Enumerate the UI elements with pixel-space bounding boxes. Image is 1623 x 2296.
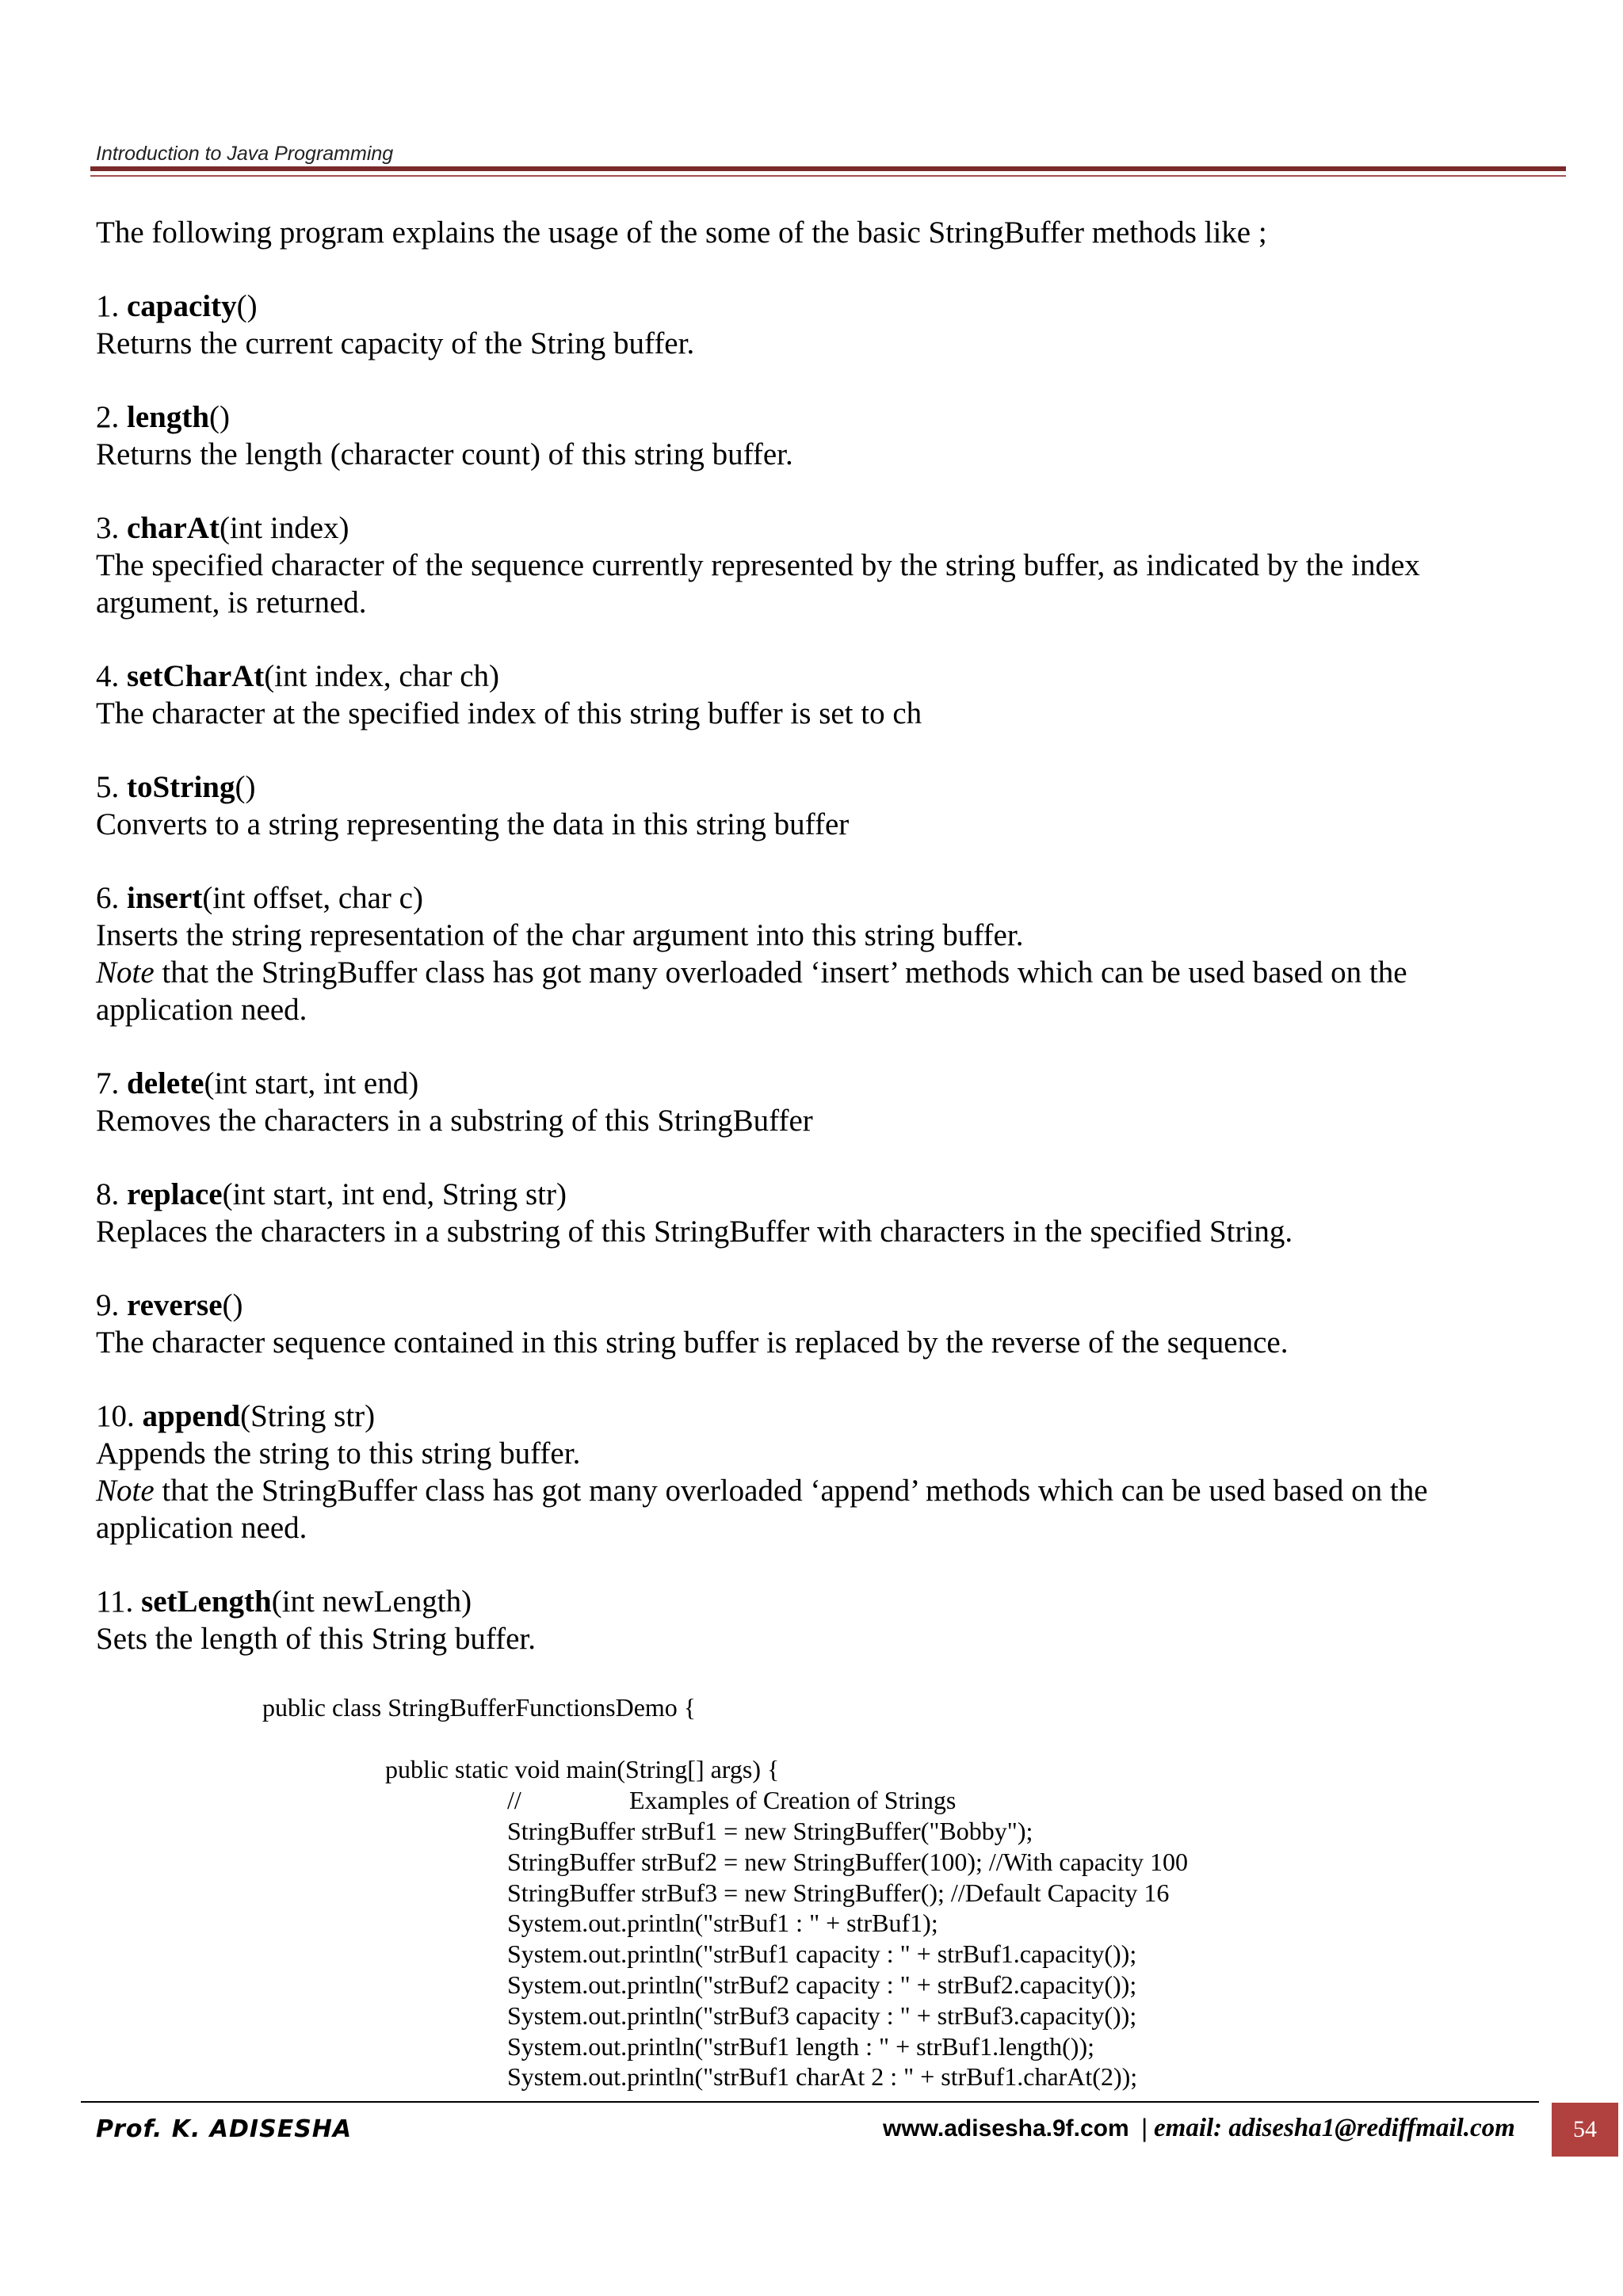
method-item [96,1287,1507,1361]
method-heading [96,399,1507,436]
method-item [96,1176,1507,1250]
footer-rule [81,2101,1539,2103]
method-args: (String str) [240,1399,376,1433]
method-heading [96,769,1507,806]
method-heading [96,1583,1507,1620]
method-number: 1. [96,289,120,323]
method-name: append [142,1399,241,1433]
method-args: (int newLength) [271,1585,472,1619]
method-item [96,1065,1507,1139]
method-item [96,658,1507,732]
method-args: () [235,770,256,804]
method-description: The character sequence contained in this string buffer is replaced by the reverse of the sequence. [96,1325,1289,1360]
method-number: 3. [96,511,120,545]
method-description: The specified character of the sequence currently represented by the string buffer, as indicated by the index argument, is returned. [96,548,1420,620]
method-item [96,769,1507,843]
footer-email: email: adisesha1@rediffmail.com [1154,2114,1515,2142]
method-heading [96,658,1507,695]
method-name: delete [127,1066,204,1100]
footer-author: Prof. K. ADISESHA [96,2115,353,2143]
intro-paragraph: The following program explains the usage of the some of the basic StringBuffer methods like ; [96,215,1267,250]
method-heading [96,879,1507,917]
code-line: System.out.println("strBuf1 length : " + strBuf1.length()); [507,2031,1094,2061]
method-name: insert [127,881,203,915]
page-number: 54 [1573,2116,1597,2142]
note-text: that the StringBuffer class has got many overloaded ‘append’ methods which can be used based on the application need. [96,1474,1428,1545]
method-heading [96,1176,1507,1213]
footer-separator: | [1141,2114,1148,2142]
method-heading [96,1287,1507,1324]
method-number: 7. [96,1066,120,1100]
method-description: Sets the length of this String buffer. [96,1622,536,1656]
method-args: (int start, int end, String str) [222,1177,567,1211]
method-item [96,1398,1507,1547]
header-rule [90,166,1566,171]
code-line: StringBuffer strBuf1 = new StringBuffer("Bobby"); [507,1817,1033,1845]
method-item [96,1583,1507,1657]
method-heading [96,509,1507,547]
method-description: Returns the length (character count) of this string buffer. [96,437,793,471]
method-number: 5. [96,770,120,804]
code-comment-slash: // [507,1786,521,1814]
code-line: StringBuffer strBuf2 = new StringBuffer(100); //With capacity 100 [507,1847,1188,1876]
method-number: 6. [96,881,120,915]
note-text: that the StringBuffer class has got many overloaded ‘insert’ methods which can be used based on the application need. [96,955,1407,1027]
method-args: () [222,1288,243,1322]
method-name: replace [127,1177,223,1211]
method-note [96,1472,1507,1547]
document-body [96,214,1507,1694]
method-name: setCharAt [127,659,265,693]
method-args: () [236,289,258,323]
method-note [96,954,1507,1028]
method-description: Converts to a string representing the data in this string buffer [96,807,850,841]
method-name: toString [127,770,235,804]
code-line: System.out.println("strBuf1 : " + strBuf1); [507,1909,938,1938]
code-line: StringBuffer strBuf3 = new StringBuffer(); //Default Capacity 16 [507,1878,1170,1907]
method-heading [96,1065,1507,1102]
code-main-declaration: public static void main(String[] args) { [385,1755,780,1783]
method-description: Returns the current capacity of the String buffer. [96,326,695,360]
method-description: Removes the characters in a substring of this StringBuffer [96,1104,813,1138]
method-name: length [127,400,210,434]
method-item [96,509,1507,621]
method-description: The character at the specified index of this string buffer is set to ch [96,696,922,730]
method-number: 8. [96,1177,120,1211]
code-line: System.out.println("strBuf1 charAt 2 : " + strBuf1.charAt(2)); [507,2062,1138,2092]
code-line: System.out.println("strBuf1 capacity : " + strBuf1.capacity()); [507,1939,1137,1969]
method-args: (int offset, char c) [202,881,423,915]
method-item [96,288,1507,362]
method-args: (int start, int end) [204,1066,419,1100]
header-rule-thin [90,175,1566,177]
method-args: (int index) [219,511,349,545]
method-number: 2. [96,400,120,434]
code-line: System.out.println("strBuf2 capacity : " + strBuf2.capacity()); [507,1970,1137,1999]
method-name: setLength [141,1585,272,1619]
code-line: System.out.println("strBuf3 capacity : " + strBuf3.capacity()); [507,2000,1137,2030]
method-args: () [209,400,230,434]
method-number: 4. [96,659,120,693]
method-number: 9. [96,1288,120,1322]
footer-website: www.adisesha.9f.com [883,2115,1129,2142]
note-label: Note [96,955,155,990]
method-description: Inserts the string representation of the char argument into this string buffer. [96,918,1024,952]
method-name: reverse [127,1288,223,1322]
method-heading [96,1398,1507,1435]
method-args: (int index, char ch) [264,659,500,693]
method-description: Appends the string to this string buffer. [96,1436,581,1470]
method-list [96,288,1507,1657]
method-number: 11. [96,1585,134,1619]
method-name: capacity [127,289,237,323]
page-number-badge [1552,2103,1618,2157]
method-item [96,879,1507,1028]
method-description: Replaces the characters in a substring of this StringBuffer with characters in the specified String. [96,1215,1293,1249]
method-name: charAt [127,511,220,545]
method-item [96,399,1507,473]
method-heading [96,288,1507,325]
note-label: Note [96,1474,155,1508]
code-class-declaration: public class StringBufferFunctionsDemo { [262,1693,697,1722]
method-number: 10. [96,1399,135,1433]
code-comment-text: Examples of Creation of Strings [629,1786,957,1814]
header-title: Introduction to Java Programming [96,143,394,165]
